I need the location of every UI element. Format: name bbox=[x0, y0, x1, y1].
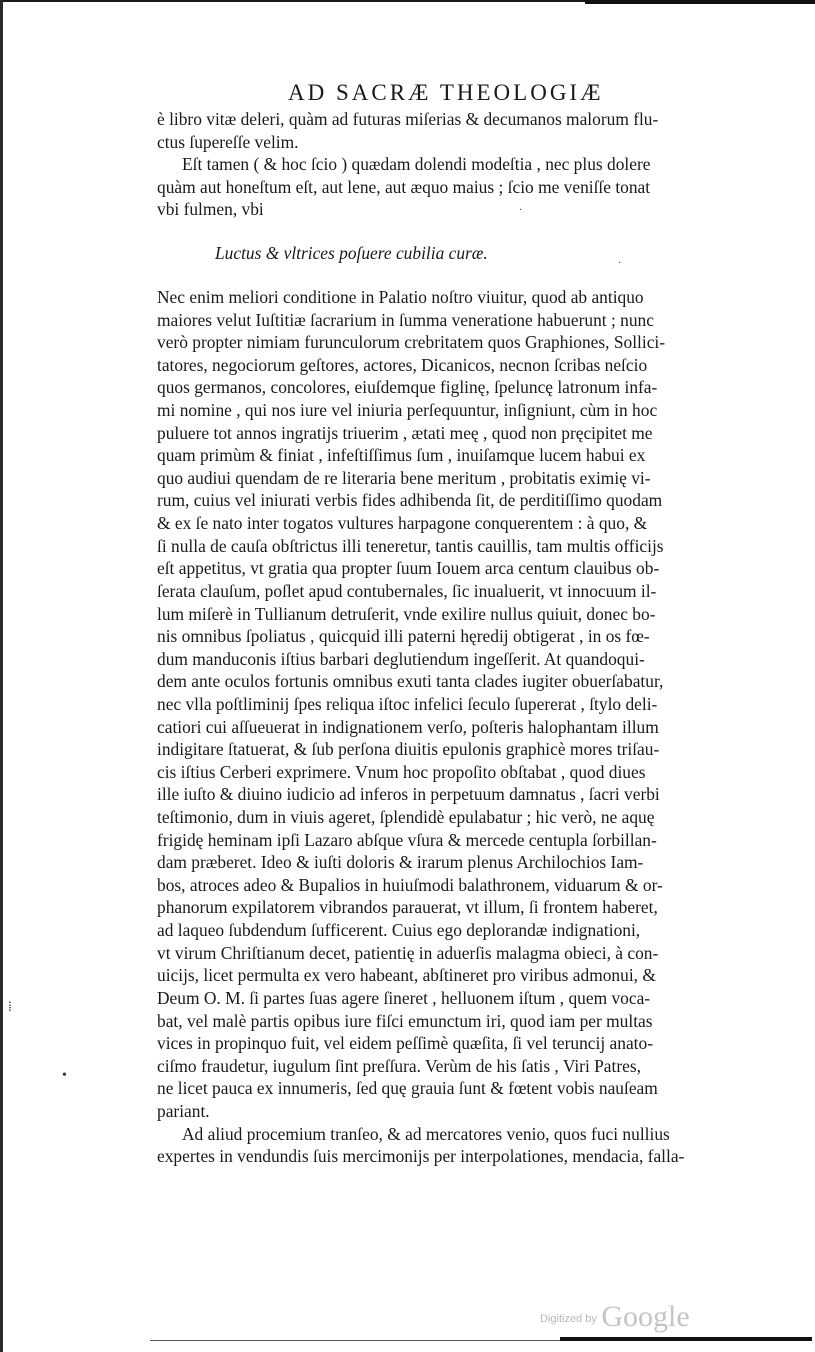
text-line: ille iuſto & diuino iudicio ad inferos in perpetuum damnatus , ſacri verbi bbox=[157, 784, 660, 805]
opening-text bbox=[157, 108, 782, 221]
text-line: Nec enim meliori conditione in Palatio noſtro viuitur, quod ab antiquo bbox=[157, 287, 644, 307]
text-line: rum, cuius vel iniurati verbis fides adhibenda ſit, de perditiſſimo quodam bbox=[157, 490, 663, 511]
text-line: ſerata clauſum, poſlet apud contubernales, ſic inualuerit, vt innocuum il- bbox=[157, 580, 657, 601]
text-line: vt virum Chriſtianum decet, patientię in aduerſis malagma obieci, à con- bbox=[157, 942, 659, 963]
text-line: mi nomine , qui nos iure vel iniuria perſequuntur, inſigniunt, cùm in hoc bbox=[157, 400, 658, 421]
text-line: quo audiui quendam de re literaria bene meritum , probitatis eximię vi- bbox=[157, 467, 651, 488]
google-logo: Google bbox=[601, 1300, 690, 1333]
text-line: Ad aliud procemium tranſeo, & ad mercatores venio, quos fuci nullius bbox=[182, 1123, 670, 1144]
text-line: dam præberet. Ideo & iuſti doloris & irarum plenus Archilochios Iam- bbox=[157, 852, 644, 873]
text-line: quàm aut honeſtum eſt, aut lene, aut æquo maius ; ſcio me veniſſe tonat bbox=[157, 176, 651, 197]
verse-quotation: Luctus & vltrices poſuere cubilia curæ. bbox=[215, 243, 488, 263]
text-line: bat, vel malè partis opibus iure fiſci emunctum iri, quod iam per multas bbox=[157, 1010, 653, 1031]
text-line: ne licet pauca ex innumeris, ſed quę grauia ſunt & fœtent vobis nauſeam bbox=[157, 1078, 658, 1099]
text-line: bos, atroces adeo & Bupalios in huiuſmodi balathronem, viduarum & or- bbox=[157, 874, 663, 895]
text-line: & ex ſe nato inter togatos vultures harpagone conquerentem : à quo, & bbox=[157, 513, 648, 534]
digitized-watermark bbox=[540, 1300, 690, 1334]
text-line: ſi nulla de cauſa obſtrictus illi teneretur, tantis cauillis, tam multis officijs bbox=[157, 535, 664, 556]
text-line: frigidę heminam ipſi Lazaro abſque vſura & mercede centupla ſorbillan- bbox=[157, 829, 657, 850]
left-edge-bar bbox=[0, 0, 3, 1352]
text-line: cis iſtius Cerberi exprimere. Vnum hoc propoſito obſtabat , quod diues bbox=[157, 761, 646, 782]
text-line: nis omnibus ſpoliatus , quicquid illi paterni hęredij obtigerat , in os fœ- bbox=[157, 626, 650, 647]
main-paragraph bbox=[157, 286, 782, 1168]
text-line: è libro vitæ deleri, quàm ad futuras miſerias & decumanos malorum flu- bbox=[157, 109, 659, 129]
text-line: nec vlla poſtliminij ſpes reliqua iſtoc infelici ſeculo ſupererat , ſtylo deli- bbox=[157, 693, 658, 714]
text-line: vices in propinquo fuit, vel eidem peſſimè quæſita, ſi vel teruncij anato- bbox=[157, 1033, 653, 1054]
margin-mark: • bbox=[62, 1068, 67, 1083]
text-line: ad laqueo ſubdendum ſufficerent. Cuius ego deplorandæ indignationi, bbox=[157, 920, 641, 941]
margin-mark: · bbox=[519, 205, 523, 216]
text-line: quos germanos, concolores, eiuſdemque figlinę, ſpeluncę latronum infa- bbox=[157, 377, 658, 398]
text-line: eſt appetitus, vt gratia qua propter ſuum Iouem arca centum clauibus ob- bbox=[157, 558, 660, 579]
running-title: AD SACRÆ THEOLOGIÆ bbox=[288, 80, 604, 105]
text-line: Eſt tamen ( & hoc ſcio ) quædam dolendi modeſtia , nec plus dolere bbox=[182, 154, 651, 175]
text-line: teſtimonio, dum in viuis ageret, ſplendidè epulabatur ; hic verò, ne aquę bbox=[157, 807, 655, 828]
text-line: ctus ſupereſſe velim. bbox=[157, 131, 299, 152]
text-line: lum miſerè in Tullianum detruſerit, vnde exilire nullus quiuit, donec bo- bbox=[157, 603, 656, 624]
text-line: ciſmo fraudetur, iugulum ſint preſſura. Verùm de his ſatis , Viri Patres, bbox=[157, 1055, 641, 1076]
text-line: quam primùm & finiat , infeſtiſſimus ſum , inuiſamque lucem habui ex bbox=[157, 445, 646, 466]
watermark-prefix: Digitized by bbox=[540, 1313, 597, 1325]
text-line: maiores velut Iuſtitiæ ſacrarium in ſumma veneratione habuerunt ; nunc bbox=[157, 309, 654, 330]
text-line: tatores, negociorum geſtores, actores, Dicanicos, necnon ſcribas neſcio bbox=[157, 354, 648, 375]
text-line: pariant. bbox=[157, 1100, 210, 1121]
top-border-rule bbox=[0, 0, 815, 10]
text-line: dum manduconis iſtius barbari deglutiendum ingeſſerit. At quandoqui- bbox=[157, 648, 645, 669]
text-line: verò propter nimiam furunculorum crebritatem quos Graphiones, Sollici- bbox=[157, 332, 666, 353]
text-line: puluere tot annos ingratijs triuerim , ætati meę , quod non pręcipitet me bbox=[157, 422, 653, 443]
margin-mark: ⁞ bbox=[8, 1000, 12, 1015]
text-line: indigitare ſtatuerat, & ſub perſona diuitis epulonis graphicè mores triſau- bbox=[157, 739, 660, 760]
text-line: vbi fulmen, vbi bbox=[157, 199, 264, 220]
text-line: dem ante oculos fortunis omnibus exuti tanta clades iugiter obuerſabatur, bbox=[157, 671, 664, 692]
text-line: phanorum expilatorem vibrandos parauerat, vt illum, ſi frontem haberet, bbox=[157, 897, 658, 918]
bottom-rule-thick bbox=[560, 1337, 812, 1341]
text-line: Deum O. M. ſi partes ſuas agere ſineret , helluonem iſtum , quem voca- bbox=[157, 987, 651, 1008]
text-line: uicijs, licet permulta ex vero habeant, abſtineret pro viribus admonui, & bbox=[157, 965, 656, 986]
text-line: catiori cui aſſueuerat in indignationem verſo, poſteris halophantam illum bbox=[157, 716, 659, 737]
text-line: expertes in vendundis ſuis mercimonijs per interpolationes, mendacia, falla- bbox=[157, 1146, 685, 1167]
margin-mark: · bbox=[618, 258, 622, 269]
bottom-rule-thin bbox=[150, 1340, 560, 1341]
